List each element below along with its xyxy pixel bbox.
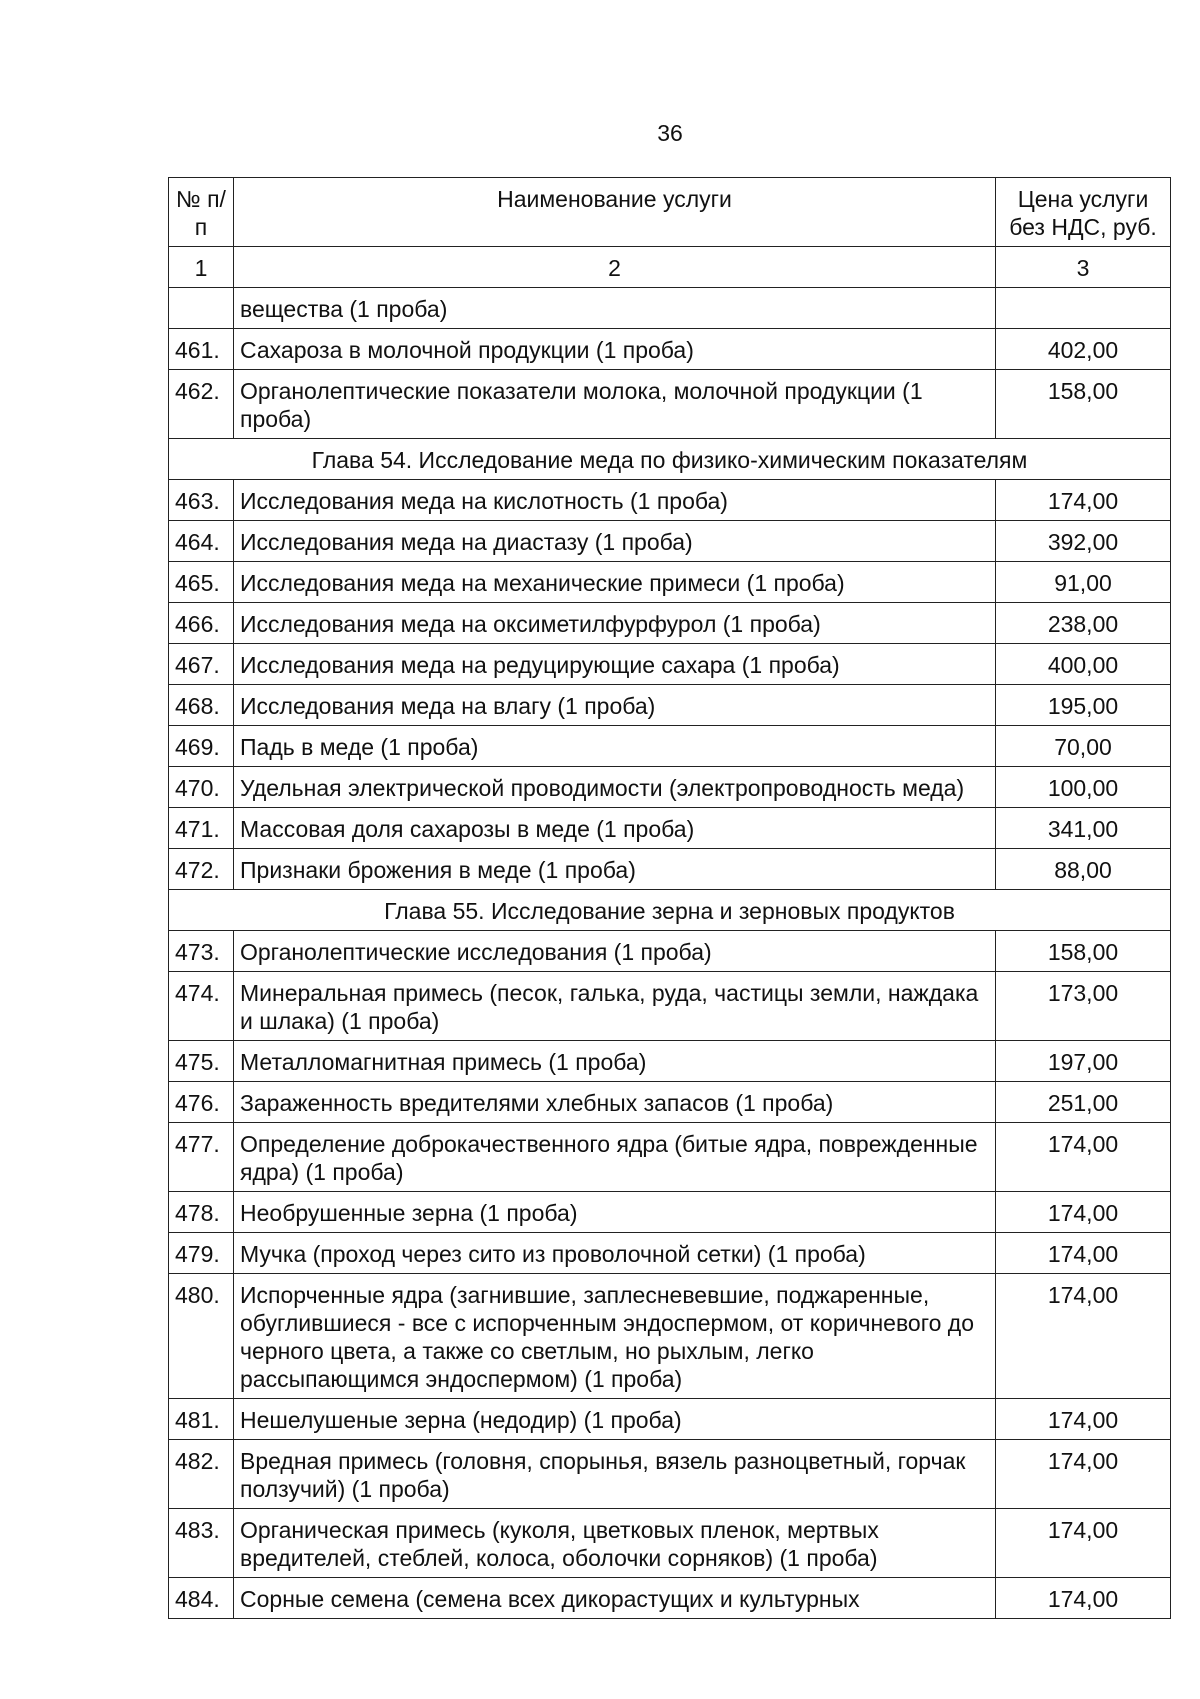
row-price: 197,00 [996, 1041, 1171, 1082]
row-name: Зараженность вредителями хлебных запасов (1 проба) [234, 1082, 996, 1123]
row-number: 477. [169, 1123, 234, 1192]
row-name: Падь в меде (1 проба) [234, 726, 996, 767]
row-number: 470. [169, 767, 234, 808]
header-name: Наименование услуги [234, 178, 996, 247]
row-price: 174,00 [996, 1274, 1171, 1399]
row-name: Необрушенные зерна (1 проба) [234, 1192, 996, 1233]
row-number: 462. [169, 370, 234, 439]
table-row [169, 1440, 1171, 1509]
row-number [169, 288, 234, 329]
row-price: 392,00 [996, 521, 1171, 562]
row-name: Сорные семена (семена всех дикорастущих и культурных [234, 1578, 996, 1619]
table-row [169, 931, 1171, 972]
table-row [169, 1041, 1171, 1082]
row-price: 400,00 [996, 644, 1171, 685]
table-row [169, 685, 1171, 726]
table-row [169, 808, 1171, 849]
row-price: 174,00 [996, 1233, 1171, 1274]
table-row [169, 603, 1171, 644]
column-index-row [169, 247, 1171, 288]
table-row [169, 562, 1171, 603]
row-price: 88,00 [996, 849, 1171, 890]
row-price: 91,00 [996, 562, 1171, 603]
row-price: 158,00 [996, 931, 1171, 972]
column-index: 3 [996, 247, 1171, 288]
row-number: 461. [169, 329, 234, 370]
column-index: 1 [169, 247, 234, 288]
row-price: 402,00 [996, 329, 1171, 370]
row-price: 195,00 [996, 685, 1171, 726]
row-number: 463. [169, 480, 234, 521]
row-name: Исследования меда на механические примеси (1 проба) [234, 562, 996, 603]
row-number: 464. [169, 521, 234, 562]
page-number: 36 [657, 120, 683, 146]
row-name: Массовая доля сахарозы в меде (1 проба) [234, 808, 996, 849]
rows-group [169, 329, 1171, 439]
row-number: 474. [169, 972, 234, 1041]
row-number: 484. [169, 1578, 234, 1619]
chapter-heading: Глава 55. Исследование зерна и зерновых продуктов [169, 890, 1171, 931]
row-number: 479. [169, 1233, 234, 1274]
row-price: 174,00 [996, 1123, 1171, 1192]
table-row [169, 1082, 1171, 1123]
row-name: Удельная электрической проводимости (электропроводность меда) [234, 767, 996, 808]
row-name: Нешелушеные зерна (недодир) (1 проба) [234, 1399, 996, 1440]
row-price: 174,00 [996, 1440, 1171, 1509]
table-row [169, 370, 1171, 439]
row-name: вещества (1 проба) [234, 288, 996, 329]
row-name: Исследования меда на влагу (1 проба) [234, 685, 996, 726]
row-number: 480. [169, 1274, 234, 1399]
table-row [169, 849, 1171, 890]
row-number: 476. [169, 1082, 234, 1123]
row-name: Мучка (проход через сито из проволочной сетки) (1 проба) [234, 1233, 996, 1274]
header-row [169, 178, 1171, 247]
row-name: Испорченные ядра (загнившие, заплесневевшие, поджаренные, обуглившиеся - все с испорченным эндоспермом, от коричневого до черного цвета, а также со светлым, но рыхлым, легко рассыпающимся эндоспермом) (1 проба) [234, 1274, 996, 1399]
table-row [169, 1509, 1171, 1578]
row-price: 174,00 [996, 480, 1171, 521]
row-name: Органолептические исследования (1 проба) [234, 931, 996, 972]
row-name: Исследования меда на кислотность (1 проба) [234, 480, 996, 521]
row-name: Органолептические показатели молока, молочной продукции (1 проба) [234, 370, 996, 439]
row-price: 158,00 [996, 370, 1171, 439]
row-number: 465. [169, 562, 234, 603]
table-row [169, 1399, 1171, 1440]
row-number: 473. [169, 931, 234, 972]
row-name: Сахароза в молочной продукции (1 проба) [234, 329, 996, 370]
row-price: 174,00 [996, 1192, 1171, 1233]
row-price: 70,00 [996, 726, 1171, 767]
rows-group [169, 931, 1171, 1619]
row-number: 472. [169, 849, 234, 890]
row-name: Исследования меда на оксиметилфурфурол (1 проба) [234, 603, 996, 644]
column-index: 2 [234, 247, 996, 288]
table-row [169, 972, 1171, 1041]
row-price: 341,00 [996, 808, 1171, 849]
row-price: 251,00 [996, 1082, 1171, 1123]
rows-group [169, 480, 1171, 890]
price-table [168, 177, 1171, 1619]
table-row [169, 1192, 1171, 1233]
header-price: Цена услуги без НДС, руб. [996, 178, 1171, 247]
row-number: 468. [169, 685, 234, 726]
row-name: Исследования меда на редуцирующие сахара (1 проба) [234, 644, 996, 685]
row-name: Минеральная примесь (песок, галька, руда, частицы земли, наждака и шлака) (1 проба) [234, 972, 996, 1041]
row-number: 482. [169, 1440, 234, 1509]
row-price: 238,00 [996, 603, 1171, 644]
table-row [169, 1233, 1171, 1274]
row-number: 467. [169, 644, 234, 685]
row-name: Признаки брожения в меде (1 проба) [234, 849, 996, 890]
row-number: 466. [169, 603, 234, 644]
table-row [169, 644, 1171, 685]
chapter-row [169, 439, 1171, 480]
row-name: Вредная примесь (головня, спорынья, вязель разноцветный, горчак ползучий) (1 проба) [234, 1440, 996, 1509]
row-name: Определение доброкачественного ядра (битые ядра, поврежденные ядра) (1 проба) [234, 1123, 996, 1192]
row-number: 471. [169, 808, 234, 849]
row-name: Органическая примесь (куколя, цветковых пленок, мертвых вредителей, стеблей, колоса, оболочки сорняков) (1 проба) [234, 1509, 996, 1578]
row-price: 100,00 [996, 767, 1171, 808]
table-row [169, 767, 1171, 808]
table-row [169, 288, 1171, 329]
row-name: Металломагнитная примесь (1 проба) [234, 1041, 996, 1082]
row-number: 483. [169, 1509, 234, 1578]
table-row [169, 1274, 1171, 1399]
row-price: 173,00 [996, 972, 1171, 1041]
table-row [169, 726, 1171, 767]
row-number: 481. [169, 1399, 234, 1440]
chapter-row [169, 890, 1171, 931]
table-row [169, 1578, 1171, 1619]
row-price: 174,00 [996, 1509, 1171, 1578]
table-row [169, 480, 1171, 521]
row-price: 174,00 [996, 1578, 1171, 1619]
table-row [169, 521, 1171, 562]
row-number: 478. [169, 1192, 234, 1233]
row-name: Исследования меда на диастазу (1 проба) [234, 521, 996, 562]
header-num: № п/п [169, 178, 234, 247]
row-price [996, 288, 1171, 329]
chapter-heading: Глава 54. Исследование меда по физико-химическим показателям [169, 439, 1171, 480]
row-number: 469. [169, 726, 234, 767]
row-price: 174,00 [996, 1399, 1171, 1440]
row-number: 475. [169, 1041, 234, 1082]
table-row [169, 1123, 1171, 1192]
table-row [169, 329, 1171, 370]
